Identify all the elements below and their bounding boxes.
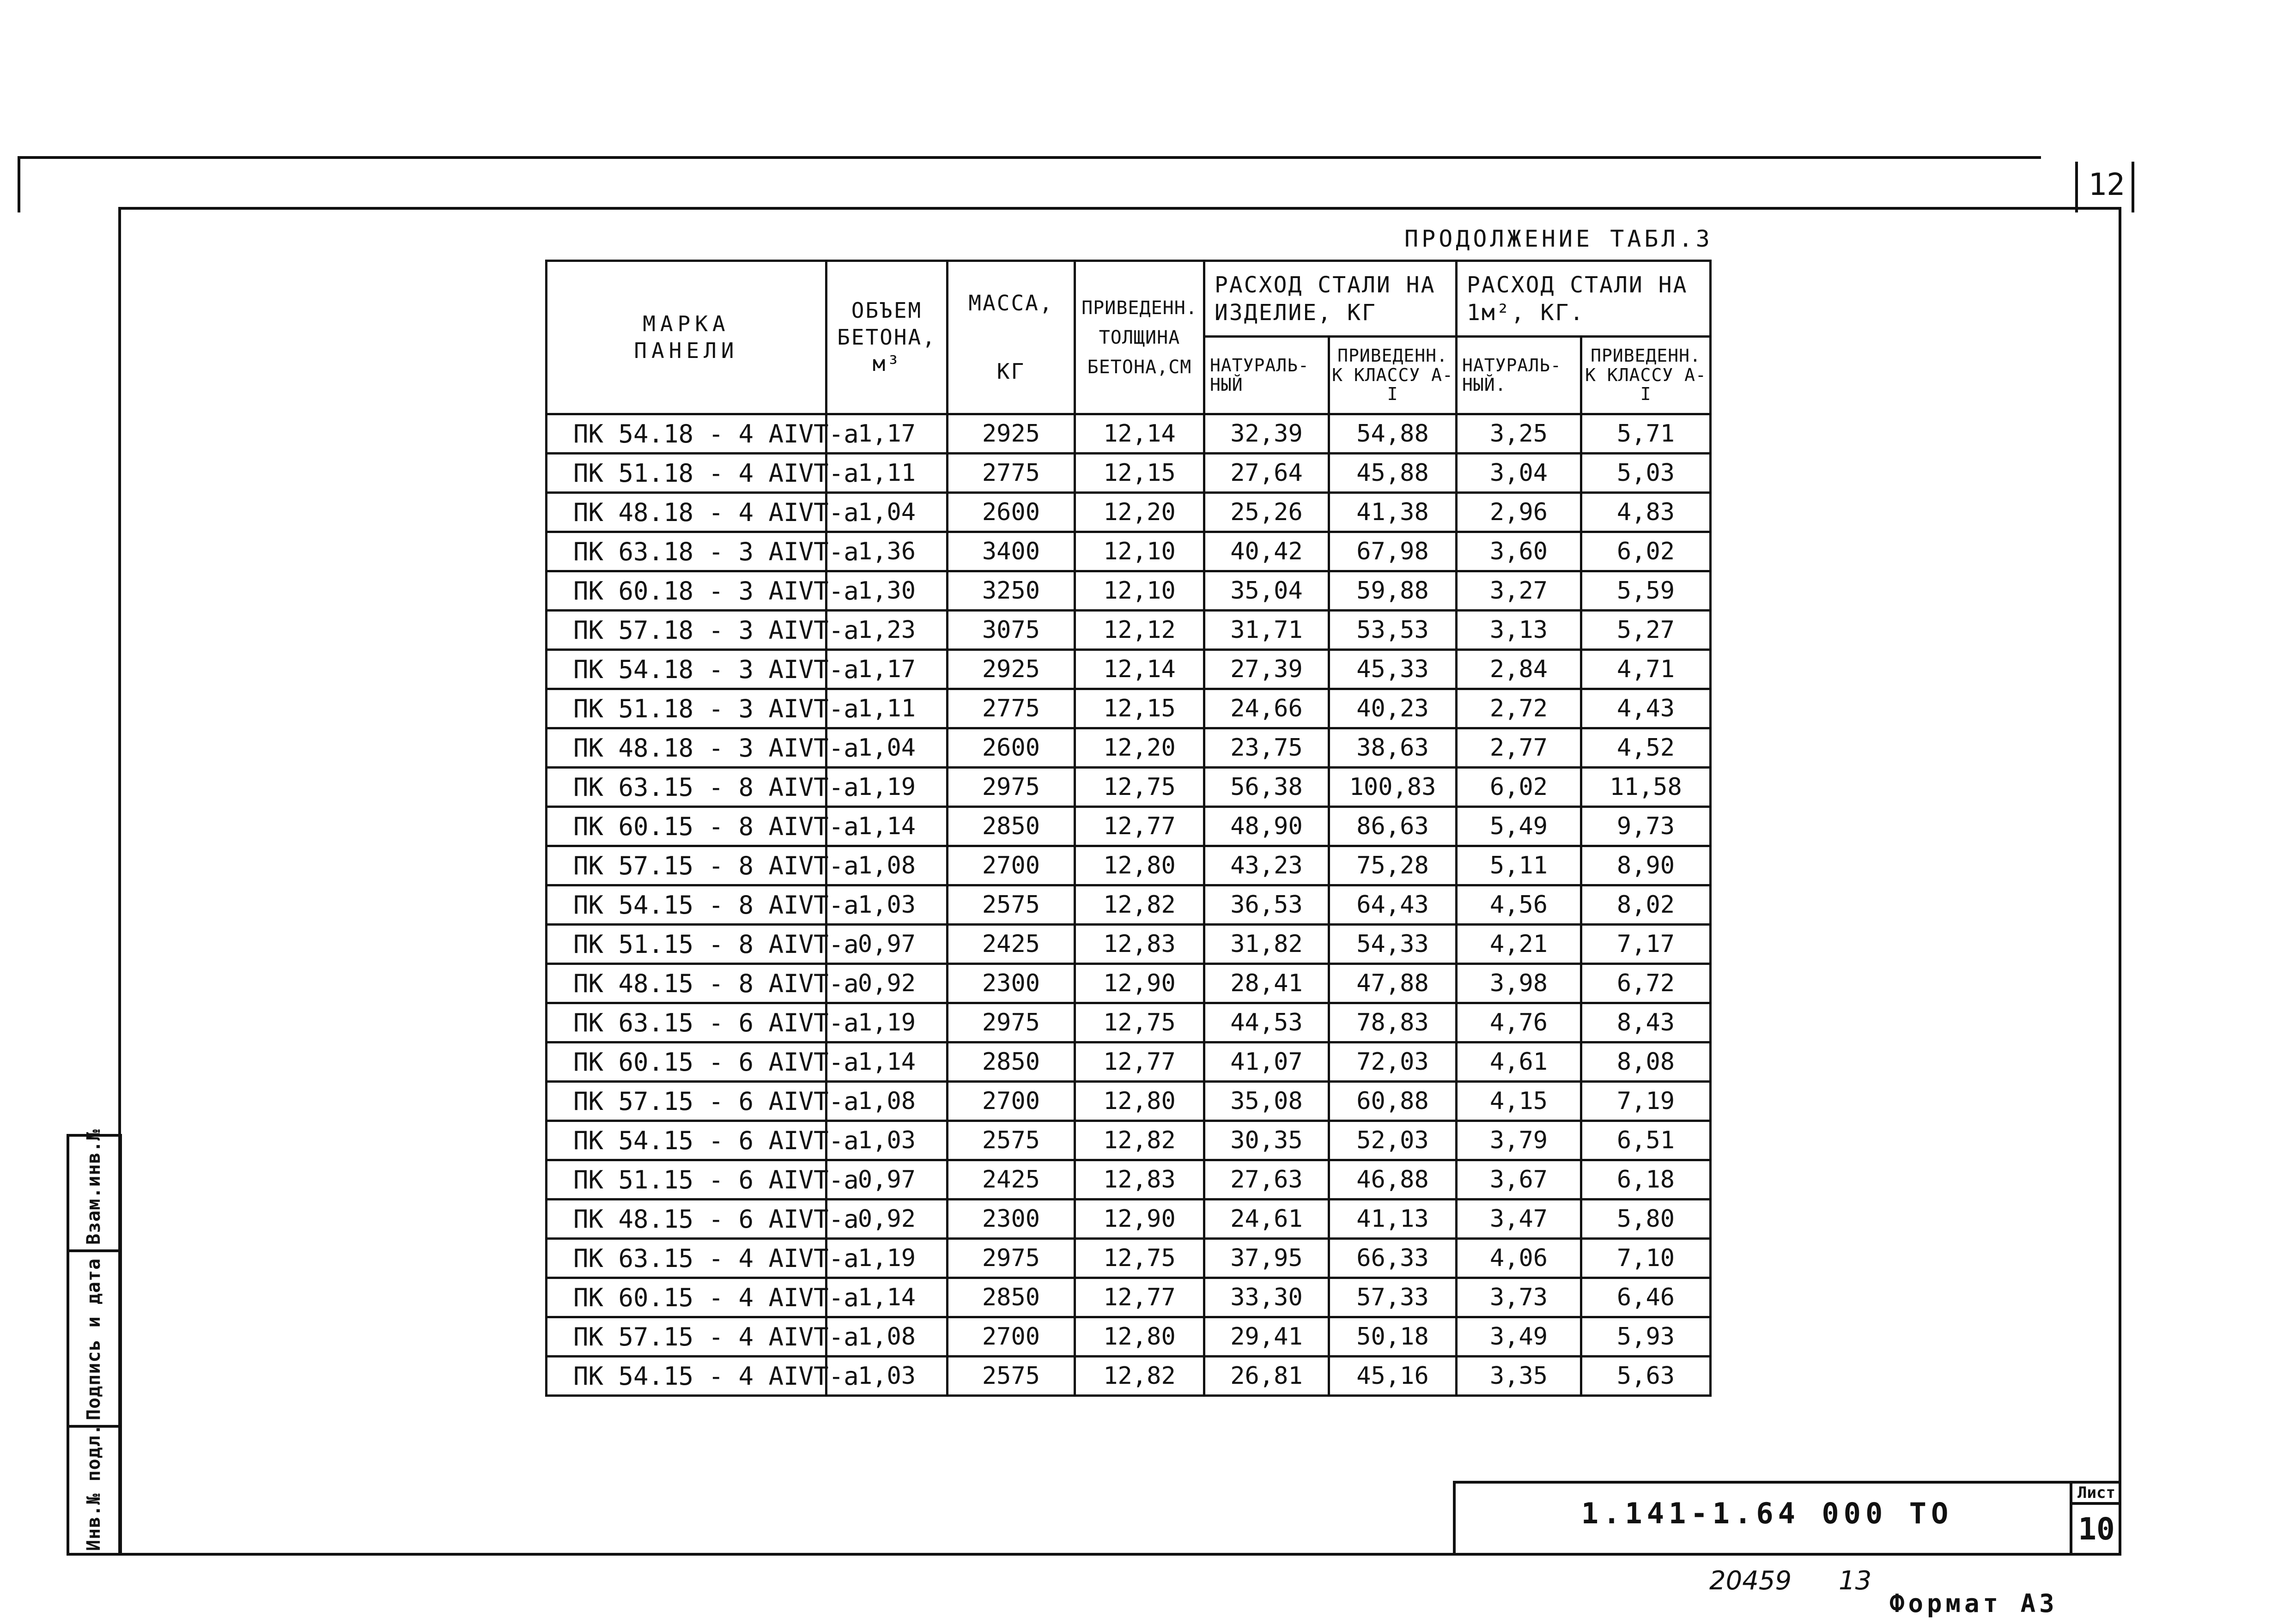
cell: 6,72 <box>1581 964 1711 1003</box>
panel-mark: ПК 63.15 - 4 АIVТ-а <box>547 1239 826 1278</box>
panel-mark: ПК 54.18 - 4 АIVТ-а <box>547 414 826 454</box>
steel-consumption-table <box>545 260 1712 1397</box>
cell: 0,92 <box>826 1200 948 1239</box>
cell: 1,14 <box>826 807 948 846</box>
table-row <box>547 1317 1711 1357</box>
table-row <box>547 964 1711 1003</box>
cell: 2575 <box>948 1121 1075 1160</box>
table-row <box>547 1003 1711 1042</box>
cell: 4,83 <box>1581 493 1711 532</box>
panel-mark: ПК 54.15 - 6 АIVТ-а <box>547 1121 826 1160</box>
cell: 12,10 <box>1075 571 1204 611</box>
table-row <box>547 611 1711 650</box>
format-label: Формат А3 <box>1889 1589 2058 1618</box>
cell: 54,88 <box>1329 414 1457 454</box>
cell: 12,15 <box>1075 454 1204 493</box>
cell: 12,82 <box>1075 1357 1204 1396</box>
cell: 3,49 <box>1457 1317 1581 1357</box>
cell: 8,08 <box>1581 1042 1711 1082</box>
cell: 5,71 <box>1581 414 1711 454</box>
cell: 54,33 <box>1329 925 1457 964</box>
cell: 12,15 <box>1075 689 1204 728</box>
cell: 2925 <box>948 650 1075 689</box>
cell: 1,36 <box>826 532 948 571</box>
panel-mark: ПК 63.18 - 3 АIVТ-а <box>547 532 826 571</box>
cell: 27,39 <box>1204 650 1329 689</box>
cell: 12,82 <box>1075 1121 1204 1160</box>
cell: 27,63 <box>1204 1160 1329 1200</box>
panel-mark: ПК 57.18 - 3 АIVТ-а <box>547 611 826 650</box>
cell: 5,63 <box>1581 1357 1711 1396</box>
cell: 2300 <box>948 1200 1075 1239</box>
handwritten-archive-number: 20459 <box>1709 1566 1792 1596</box>
cell: 2975 <box>948 1239 1075 1278</box>
cell: 35,08 <box>1204 1082 1329 1121</box>
cell: 2850 <box>948 807 1075 846</box>
outer-frame-top-line <box>18 156 2041 159</box>
cell: 41,38 <box>1329 493 1457 532</box>
cell: 3,04 <box>1457 454 1581 493</box>
cell: 59,88 <box>1329 571 1457 611</box>
cell: 4,43 <box>1581 689 1711 728</box>
cell: 26,81 <box>1204 1357 1329 1396</box>
cell: 44,53 <box>1204 1003 1329 1042</box>
cell: 7,19 <box>1581 1082 1711 1121</box>
table-row <box>547 1278 1711 1317</box>
cell: 2,77 <box>1457 728 1581 768</box>
cell: 40,23 <box>1329 689 1457 728</box>
title-block-sheet-divider <box>2070 1502 2121 1505</box>
cell: 1,04 <box>826 728 948 768</box>
cell: 5,93 <box>1581 1317 1711 1357</box>
panel-mark: ПК 51.15 - 8 АIVТ-а <box>547 925 826 964</box>
table-row <box>547 571 1711 611</box>
cell: 3,13 <box>1457 611 1581 650</box>
panel-mark: ПК 63.15 - 8 АIVТ-а <box>547 768 826 807</box>
sheet-corner-number: 12 <box>2088 167 2125 202</box>
cell: 12,83 <box>1075 1160 1204 1200</box>
cell: 31,71 <box>1204 611 1329 650</box>
cell: 40,42 <box>1204 532 1329 571</box>
table-row <box>547 1082 1711 1121</box>
table-row <box>547 689 1711 728</box>
cell: 0,97 <box>826 1160 948 1200</box>
cell: 1,03 <box>826 1121 948 1160</box>
cell: 8,90 <box>1581 846 1711 885</box>
cell: 1,19 <box>826 1239 948 1278</box>
cell: 41,07 <box>1204 1042 1329 1082</box>
cell: 2425 <box>948 1160 1075 1200</box>
cell: 2925 <box>948 414 1075 454</box>
cell: 29,41 <box>1204 1317 1329 1357</box>
cell: 6,02 <box>1457 768 1581 807</box>
cell: 45,33 <box>1329 650 1457 689</box>
cell: 2850 <box>948 1278 1075 1317</box>
cell: 60,88 <box>1329 1082 1457 1121</box>
cell: 12,80 <box>1075 1082 1204 1121</box>
cell: 27,64 <box>1204 454 1329 493</box>
cell: 47,88 <box>1329 964 1457 1003</box>
table-row <box>547 1200 1711 1239</box>
cell: 57,33 <box>1329 1278 1457 1317</box>
cell: 2425 <box>948 925 1075 964</box>
cell: 8,43 <box>1581 1003 1711 1042</box>
cell: 3,98 <box>1457 964 1581 1003</box>
cell: 64,43 <box>1329 885 1457 925</box>
cell: 3250 <box>948 571 1075 611</box>
cell: 2300 <box>948 964 1075 1003</box>
cell: 2700 <box>948 1317 1075 1357</box>
cell: 12,14 <box>1075 414 1204 454</box>
panel-mark: ПК 60.15 - 4 АIVТ-а <box>547 1278 826 1317</box>
header-mass-unit: КГ <box>996 358 1026 384</box>
header-reduced-m2: ПРИВЕДЕНН. К КЛАССУ А-I <box>1581 337 1711 414</box>
cell: 35,04 <box>1204 571 1329 611</box>
cell: 12,10 <box>1075 532 1204 571</box>
header-thickness: ПРИВЕДЕНН. ТОЛЩИНА БЕТОНА,СМ <box>1075 261 1204 414</box>
cell: 12,90 <box>1075 1200 1204 1239</box>
cell: 12,75 <box>1075 768 1204 807</box>
cell: 12,77 <box>1075 1042 1204 1082</box>
cell: 1,14 <box>826 1278 948 1317</box>
cell: 2600 <box>948 493 1075 532</box>
cell: 67,98 <box>1329 532 1457 571</box>
cell: 100,83 <box>1329 768 1457 807</box>
cell: 1,17 <box>826 650 948 689</box>
cell: 0,92 <box>826 964 948 1003</box>
cell: 12,12 <box>1075 611 1204 650</box>
cell: 78,83 <box>1329 1003 1457 1042</box>
cell: 56,38 <box>1204 768 1329 807</box>
panel-mark: ПК 48.15 - 6 АIVТ-а <box>547 1200 826 1239</box>
cell: 75,28 <box>1329 846 1457 885</box>
table-row <box>547 728 1711 768</box>
cell: 12,75 <box>1075 1003 1204 1042</box>
cell: 3,47 <box>1457 1200 1581 1239</box>
cell: 1,11 <box>826 689 948 728</box>
cell: 2975 <box>948 1003 1075 1042</box>
cell: 1,04 <box>826 493 948 532</box>
cell: 12,80 <box>1075 1317 1204 1357</box>
binding-label-vzam-inv: Взам.инв.№ <box>83 1129 104 1245</box>
cell: 53,53 <box>1329 611 1457 650</box>
cell: 12,75 <box>1075 1239 1204 1278</box>
cell: 43,23 <box>1204 846 1329 885</box>
cell: 7,10 <box>1581 1239 1711 1278</box>
cell: 52,03 <box>1329 1121 1457 1160</box>
cell: 12,82 <box>1075 885 1204 925</box>
panel-mark: ПК 54.15 - 8 АIVТ-а <box>547 885 826 925</box>
cell: 2775 <box>948 454 1075 493</box>
cell: 38,63 <box>1329 728 1457 768</box>
cell: 23,75 <box>1204 728 1329 768</box>
cell: 1,03 <box>826 1357 948 1396</box>
cell: 4,15 <box>1457 1082 1581 1121</box>
cell: 45,16 <box>1329 1357 1457 1396</box>
cell: 2975 <box>948 768 1075 807</box>
cell: 4,56 <box>1457 885 1581 925</box>
cell: 3,27 <box>1457 571 1581 611</box>
table-row <box>547 846 1711 885</box>
cell: 12,14 <box>1075 650 1204 689</box>
binding-strip-divider <box>67 1249 122 1252</box>
cell: 1,30 <box>826 571 948 611</box>
panel-mark: ПК 63.15 - 6 АIVТ-а <box>547 1003 826 1042</box>
cell: 3,73 <box>1457 1278 1581 1317</box>
cell: 37,95 <box>1204 1239 1329 1278</box>
cell: 5,03 <box>1581 454 1711 493</box>
cell: 30,35 <box>1204 1121 1329 1160</box>
panel-mark: ПК 48.18 - 3 АIVТ-а <box>547 728 826 768</box>
cell: 28,41 <box>1204 964 1329 1003</box>
handwritten-page-number: 13 <box>1839 1566 1872 1596</box>
cell: 2,96 <box>1457 493 1581 532</box>
sheet-label: Лист <box>2077 1484 2115 1502</box>
panel-mark: ПК 57.15 - 4 АIVТ-а <box>547 1317 826 1357</box>
cell: 3,79 <box>1457 1121 1581 1160</box>
cell: 2575 <box>948 1357 1075 1396</box>
cell: 32,39 <box>1204 414 1329 454</box>
cell: 45,88 <box>1329 454 1457 493</box>
header-natural-m2: НАТУРАЛЬ-НЫЙ. <box>1457 337 1581 414</box>
cell: 7,17 <box>1581 925 1711 964</box>
cell: 72,03 <box>1329 1042 1457 1082</box>
header-mass <box>948 261 1075 414</box>
cell: 4,76 <box>1457 1003 1581 1042</box>
sheet-number: 10 <box>2078 1511 2115 1547</box>
panel-mark: ПК 48.15 - 8 АIVТ-а <box>547 964 826 1003</box>
cell: 4,52 <box>1581 728 1711 768</box>
cell: 66,33 <box>1329 1239 1457 1278</box>
cell: 46,88 <box>1329 1160 1457 1200</box>
cell: 86,63 <box>1329 807 1457 846</box>
cell: 2775 <box>948 689 1075 728</box>
cell: 5,11 <box>1457 846 1581 885</box>
panel-mark: ПК 48.18 - 4 АIVТ-а <box>547 493 826 532</box>
cell: 25,26 <box>1204 493 1329 532</box>
table-caption: ПРОДОЛЖЕНИЕ ТАБЛ.3 <box>1404 225 1713 252</box>
cell: 3,35 <box>1457 1357 1581 1396</box>
cell: 9,73 <box>1581 807 1711 846</box>
table-row <box>547 1239 1711 1278</box>
cell: 1,08 <box>826 846 948 885</box>
cell: 5,59 <box>1581 571 1711 611</box>
cell: 12,80 <box>1075 846 1204 885</box>
title-block-divider <box>2070 1481 2072 1556</box>
cell: 2,84 <box>1457 650 1581 689</box>
cell: 0,97 <box>826 925 948 964</box>
table-row <box>547 768 1711 807</box>
document-code: 1.141-1.64 000 ТО <box>1581 1497 1953 1530</box>
cell: 8,02 <box>1581 885 1711 925</box>
cell: 6,18 <box>1581 1160 1711 1200</box>
cell: 2700 <box>948 846 1075 885</box>
header-mass-label: МАССА, <box>968 291 1054 315</box>
panel-mark: ПК 51.18 - 3 АIVТ-а <box>547 689 826 728</box>
panel-mark: ПК 54.15 - 4 АIVТ-а <box>547 1357 826 1396</box>
panel-mark: ПК 51.18 - 4 АIVТ-а <box>547 454 826 493</box>
table-row <box>547 493 1711 532</box>
panel-mark: ПК 51.15 - 6 АIVТ-а <box>547 1160 826 1200</box>
header-steel-per-item: РАСХОД СТАЛИ НА ИЗДЕЛИЕ, КГ <box>1204 261 1457 337</box>
cell: 12,77 <box>1075 807 1204 846</box>
panel-mark: ПК 60.18 - 3 АIVТ-а <box>547 571 826 611</box>
panel-mark: ПК 57.15 - 6 АIVТ-а <box>547 1082 826 1121</box>
cell: 36,53 <box>1204 885 1329 925</box>
header-mark: МАРКА ПАНЕЛИ <box>547 261 826 414</box>
cell: 12,77 <box>1075 1278 1204 1317</box>
cell: 3,25 <box>1457 414 1581 454</box>
cell: 3,67 <box>1457 1160 1581 1200</box>
table-row <box>547 1042 1711 1082</box>
cell: 3400 <box>948 532 1075 571</box>
cell: 12,90 <box>1075 964 1204 1003</box>
table-row <box>547 650 1711 689</box>
cell: 1,14 <box>826 1042 948 1082</box>
cell: 33,30 <box>1204 1278 1329 1317</box>
table-row <box>547 1121 1711 1160</box>
cell: 12,20 <box>1075 728 1204 768</box>
cell: 41,13 <box>1329 1200 1457 1239</box>
cell: 1,11 <box>826 454 948 493</box>
panel-mark: ПК 60.15 - 8 АIVТ-а <box>547 807 826 846</box>
header-volume: ОБЪЕМ БЕТОНА, м³ <box>826 261 948 414</box>
table-row <box>547 1160 1711 1200</box>
binding-label-signature-date: Подпись и дата <box>83 1258 104 1420</box>
cell: 3,60 <box>1457 532 1581 571</box>
cell: 1,08 <box>826 1082 948 1121</box>
cell: 12,83 <box>1075 925 1204 964</box>
cell: 1,23 <box>826 611 948 650</box>
cell: 1,19 <box>826 768 948 807</box>
cell: 31,82 <box>1204 925 1329 964</box>
table-row <box>547 532 1711 571</box>
cell: 11,58 <box>1581 768 1711 807</box>
cell: 24,66 <box>1204 689 1329 728</box>
header-steel-per-m2: РАСХОД СТАЛИ НА 1м², КГ. <box>1457 261 1711 337</box>
table-row <box>547 1357 1711 1396</box>
cell: 48,90 <box>1204 807 1329 846</box>
table-row <box>547 885 1711 925</box>
table-row <box>547 925 1711 964</box>
cell: 6,02 <box>1581 532 1711 571</box>
cell: 6,46 <box>1581 1278 1711 1317</box>
cell: 1,03 <box>826 885 948 925</box>
header-reduced: ПРИВЕДЕНН. К КЛАССУ А-I <box>1329 337 1457 414</box>
cell: 24,61 <box>1204 1200 1329 1239</box>
cell: 1,19 <box>826 1003 948 1042</box>
cell: 1,17 <box>826 414 948 454</box>
cell: 5,80 <box>1581 1200 1711 1239</box>
panel-mark: ПК 60.15 - 6 АIVТ-а <box>547 1042 826 1082</box>
table-row <box>547 454 1711 493</box>
cell: 4,06 <box>1457 1239 1581 1278</box>
panel-mark: ПК 54.18 - 3 АIVТ-а <box>547 650 826 689</box>
cell: 3075 <box>948 611 1075 650</box>
cell: 4,71 <box>1581 650 1711 689</box>
panel-mark: ПК 57.15 - 8 АIVТ-а <box>547 846 826 885</box>
cell: 4,21 <box>1457 925 1581 964</box>
cell: 1,08 <box>826 1317 948 1357</box>
outer-frame-left-line <box>18 157 20 212</box>
cell: 50,18 <box>1329 1317 1457 1357</box>
cell: 4,61 <box>1457 1042 1581 1082</box>
cell: 5,49 <box>1457 807 1581 846</box>
binding-label-inv-podl: Инв.№ подл. <box>83 1424 104 1551</box>
table-row <box>547 807 1711 846</box>
header-natural: НАТУРАЛЬ-НЫЙ <box>1204 337 1329 414</box>
cell: 12,20 <box>1075 493 1204 532</box>
cell: 6,51 <box>1581 1121 1711 1160</box>
cell: 2575 <box>948 885 1075 925</box>
cell: 2700 <box>948 1082 1075 1121</box>
table-row <box>547 414 1711 454</box>
cell: 2600 <box>948 728 1075 768</box>
cell: 5,27 <box>1581 611 1711 650</box>
cell: 2850 <box>948 1042 1075 1082</box>
cell: 2,72 <box>1457 689 1581 728</box>
